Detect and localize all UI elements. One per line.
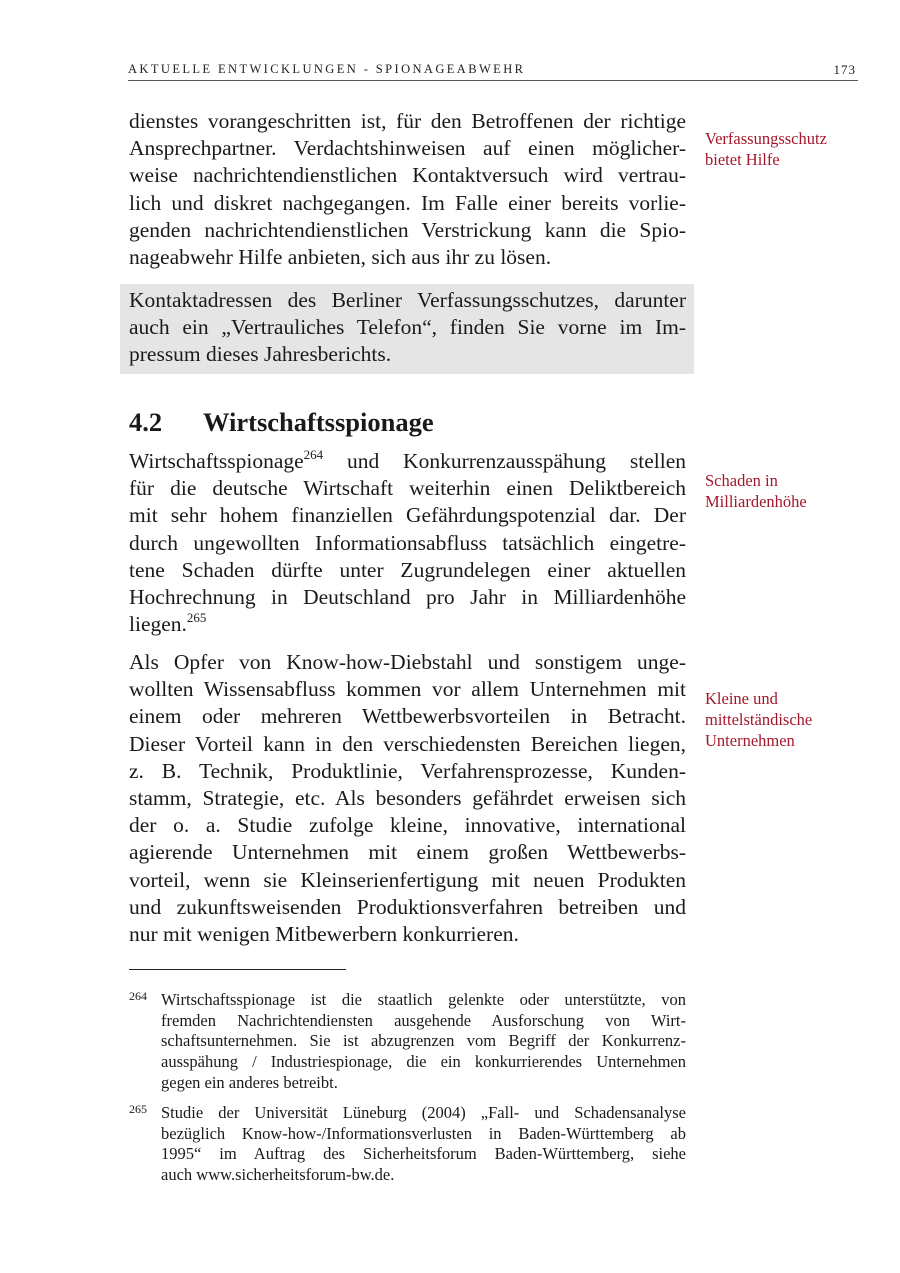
last-line-text: liegen. (129, 612, 187, 637)
text-line: z. B. Technik, Produktlinie, Verfahrensprozesse, Kunden- (129, 758, 686, 783)
text-line: Kontaktadressen des Berliner Verfassungsschutzes, darunter (129, 288, 686, 312)
footnote-ref-264[interactable]: 264 (303, 447, 324, 462)
paragraph-contact-help (129, 108, 686, 271)
text-line: gegen ein anderes betreibt. (161, 1072, 338, 1092)
text-line: Wirtschaftsspionage ist die staatlich gelenkte oder unterstützte, von (161, 990, 686, 1009)
section-title: Wirtschaftsspionage (203, 407, 434, 437)
running-header (128, 62, 858, 81)
text-line: durch ungewollten Informationsabfluss tatsächlich eingetre- (129, 530, 686, 555)
callout-text (129, 287, 686, 369)
text-line: lich und diskret nachgegangen. Im Falle einer bereits vorlie- (129, 190, 686, 215)
footnote-ref-265[interactable]: 265 (186, 610, 207, 626)
margin-note-line: Verfassungsschutz (705, 129, 827, 148)
text-line: tene Schaden dürfte unter Zugrundelegen einer aktuellen (129, 557, 686, 582)
margin-note-line: Schaden in (705, 471, 778, 490)
text-line: Dieser Vorteil kann in den verschiedensten Bereichen liegen, (129, 731, 686, 756)
text-line: für die deutsche Wirtschaft weiterhin einen Deliktbereich (129, 476, 686, 501)
text-line: dienstes vorangeschritten ist, für den Betroffenen der richtige (129, 109, 686, 133)
text-line: weise nachrichtendienstlichen Kontaktversuch wird vertrau- (129, 163, 686, 188)
text-line: nageabwehr Hilfe anbieten, sich aus ihr zu lösen. (129, 245, 552, 270)
text-line: fremden Nachrichtendiensten ausgehende Ausforschung von Wirt- (161, 1010, 686, 1030)
text-line: einem oder mehreren Wettbewerbsvorteilen in Betracht. (129, 704, 686, 729)
text-line: wollten Wissensabfluss kommen vor allem Unternehmen mit (129, 677, 686, 702)
margin-note-companies (705, 688, 875, 751)
text-line: genden nachrichtendienstlichen Verstrickung kann die Spio- (129, 217, 686, 242)
text-line: bezüglich Know-how-/Informationsverlusten in Baden-Württemberg ab (161, 1123, 686, 1143)
margin-note-line: Kleine und (705, 689, 778, 708)
text-line: vorteil, wenn sie Kleinserienfertigung mit neuen Produkten (129, 867, 686, 892)
text-line: mit sehr hohem finanziellen Gefährdungspotenzial dar. Der (129, 503, 686, 528)
margin-note-damage (705, 470, 875, 512)
margin-note-line: Unternehmen (705, 731, 795, 750)
contact-callout-box (120, 284, 694, 374)
paragraph-victims (129, 649, 686, 948)
text-line: Hochrechnung in Deutschland pro Jahr in Milliardenhöhe (129, 585, 686, 610)
text-line (129, 611, 686, 638)
margin-note-line: mittelständische (705, 710, 813, 729)
text-line: und zukunftsweisenden Produktionsverfahren betreiben und (129, 894, 686, 919)
margin-note-line: bietet Hilfe (705, 150, 780, 169)
section-heading (129, 407, 434, 438)
footnote-264 (129, 990, 686, 1094)
margin-note-help (705, 128, 875, 170)
footnote-number: 265 (129, 1102, 147, 1116)
text-line: der o. a. Studie zufolge kleine, innovative, international (129, 813, 686, 838)
footnote-number: 264 (129, 989, 147, 1003)
first-line-rest: und Konkurrenzausspähung stellen (323, 449, 686, 473)
text-line: Als Opfer von Know-how-Diebstahl und sonstigem unge- (129, 650, 686, 674)
margin-note-line: Milliardenhöhe (705, 492, 807, 511)
text-line: agierende Unternehmen mit einem großen Wettbewerbs- (129, 840, 686, 865)
footnote-body (161, 990, 686, 1094)
section-number: 4.2 (129, 407, 163, 437)
text-line: schaftsunternehmen. Sie ist abzugrenzen vom Begriff der Konkurrenz- (161, 1031, 686, 1051)
text-line: auch www.sicherheitsforum-bw.de. (161, 1165, 395, 1185)
footnote-body (161, 1103, 686, 1186)
text-line: nur mit wenigen Mitbewerbern konkurrieren. (129, 922, 519, 947)
text-line: auch ein „Vertrauliches Telefon“, finden Sie vorne im Im- (129, 315, 686, 340)
text-line: Ansprechpartner. Verdachtshinweisen auf einen möglicher- (129, 136, 686, 161)
text-line: 1995“ im Auftrag des Sicherheitsforum Baden-Württemberg, siehe (161, 1144, 686, 1164)
paragraph-economic-espionage (129, 448, 686, 638)
running-title: AKTUELLE ENTWICKLUNGEN - SPIONAGEABWEHR (128, 62, 526, 76)
footnote-265 (129, 1103, 686, 1186)
footnote-divider (129, 969, 346, 970)
page-number: 173 (833, 62, 856, 77)
text-line: Studie der Universität Lüneburg (2004) „Fall- und Schadensanalyse (161, 1103, 686, 1122)
text-line (129, 448, 686, 475)
text-line: ausspähung / Industriespionage, die ein konkurrierendes Unternehmen (161, 1052, 686, 1072)
text-line: pressum dieses Jahresberichts. (129, 342, 392, 367)
first-word: Wirtschaftsspionage (129, 449, 304, 473)
text-line: stamm, Strategie, etc. Als besonders gefährdet erweisen sich (129, 786, 686, 811)
